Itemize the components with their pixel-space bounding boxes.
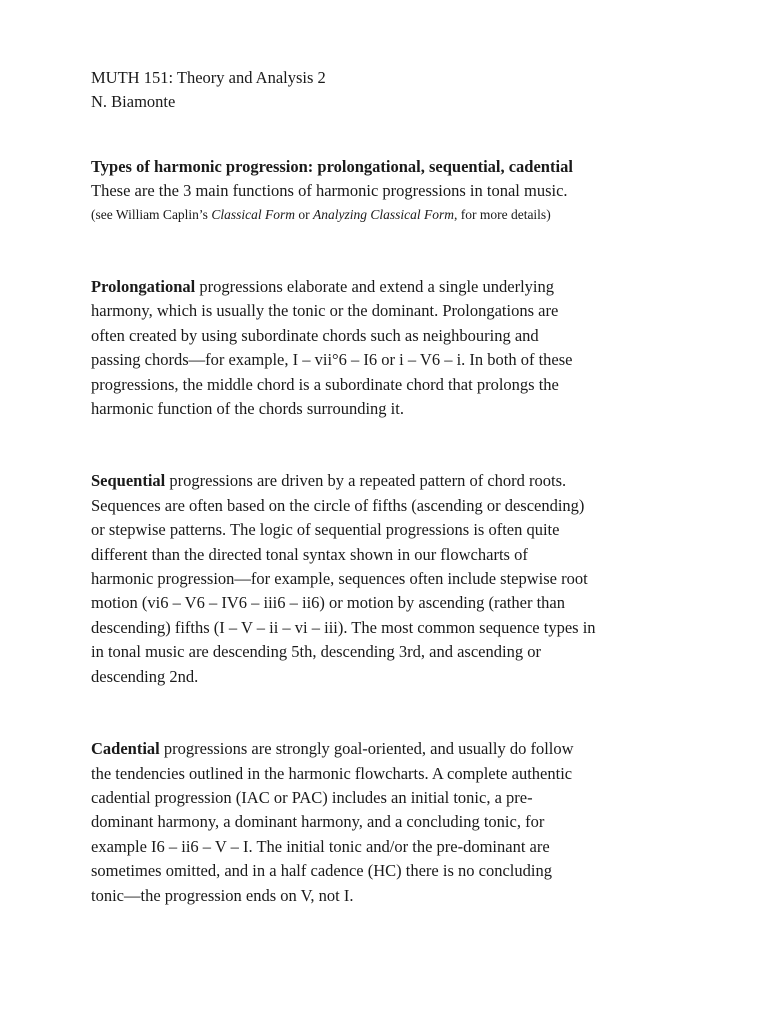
note-suffix: , for more details) (453, 207, 551, 222)
cadential-line-6: sometimes omitted, and in a half cadence (HC) there is no concluding (91, 861, 552, 881)
author-name: N. Biamonte (91, 92, 176, 111)
sequential-line-1: Sequential progressions are driven by a repeated pattern of chord roots. (91, 471, 567, 491)
cadential-line-5: example I6 – ii6 – V – I. The initial tonic and/or the pre-dominant are (91, 836, 550, 856)
sequential-line-4: different than the directed tonal syntax shown in our flowcharts of (91, 544, 528, 564)
note-middle: or (294, 207, 313, 222)
document-page (91, 66, 691, 908)
note-book-2: Analyzing Classical Form (312, 207, 454, 222)
cadential-line-1: Cadential progressions are strongly goal-oriented, and usually do follow (91, 739, 574, 759)
intro-heading: Types of harmonic progression: prolongational, sequential, cadential (91, 157, 573, 176)
prolongational-line-6: harmonic function of the chords surrounding it. (91, 399, 404, 419)
prolongational-term: Prolongational (91, 277, 196, 296)
cadential-section (91, 737, 691, 908)
prolongational-line-3: often created by using subordinate chords such as neighbouring and (91, 325, 539, 345)
cadential-line-2: the tendencies outlined in the harmonic flowcharts. A complete authentic (91, 763, 573, 783)
sequential-line-2: Sequences are often based on the circle of fifths (ascending or descending) (91, 495, 585, 515)
cadential-term: Cadential (91, 739, 160, 759)
cadential-line-3: cadential progression (IAC or PAC) includes an initial tonic, a pre- (91, 787, 533, 807)
sequential-line-8: in tonal music are descending 5th, descending 3rd, and ascending or (91, 642, 541, 662)
sequential-line-7: descending) fifths (I – V – ii – vi – iii). The most common sequence types in (91, 617, 596, 637)
cadential-line-4: dominant harmony, a dominant harmony, and a concluding tonic, for (91, 812, 545, 832)
intro-section (91, 155, 691, 225)
sequential-term: Sequential (91, 471, 166, 491)
intro-text: These are the 3 main functions of harmonic progressions in tonal music. (91, 181, 568, 200)
intro-note (91, 205, 691, 225)
document-header (91, 66, 691, 114)
note-prefix: (see William Caplin’s (91, 207, 212, 222)
note-book-1: Classical Form (211, 207, 295, 222)
sequential-line-6: motion (vi6 – V6 – IV6 – iii6 – ii6) or motion by ascending (rather than (91, 593, 565, 613)
prolongational-section (91, 275, 691, 421)
sequential-line-3: or stepwise patterns. The logic of sequential progressions is often quite (91, 520, 560, 540)
prolongational-line-1: Prolongational progressions elaborate and extend a single underlying (91, 277, 554, 296)
sequential-line-9: descending 2nd. (91, 666, 199, 686)
prolongational-line-2: harmony, which is usually the tonic or the dominant. Prolongations are (91, 301, 559, 321)
prolongational-line-5: progressions, the middle chord is a subordinate chord that prolongs the (91, 374, 559, 394)
cadential-line-7: tonic—the progression ends on V, not I. (91, 885, 354, 905)
course-title: MUTH 151: Theory and Analysis 2 (91, 68, 326, 87)
sequential-section (91, 469, 691, 689)
sequential-line-5: harmonic progression—for example, sequences often include stepwise root (91, 569, 588, 589)
prolongational-line-4: passing chords—for example, I – vii°6 – I6 or i – V6 – i. In both of these (91, 350, 573, 370)
